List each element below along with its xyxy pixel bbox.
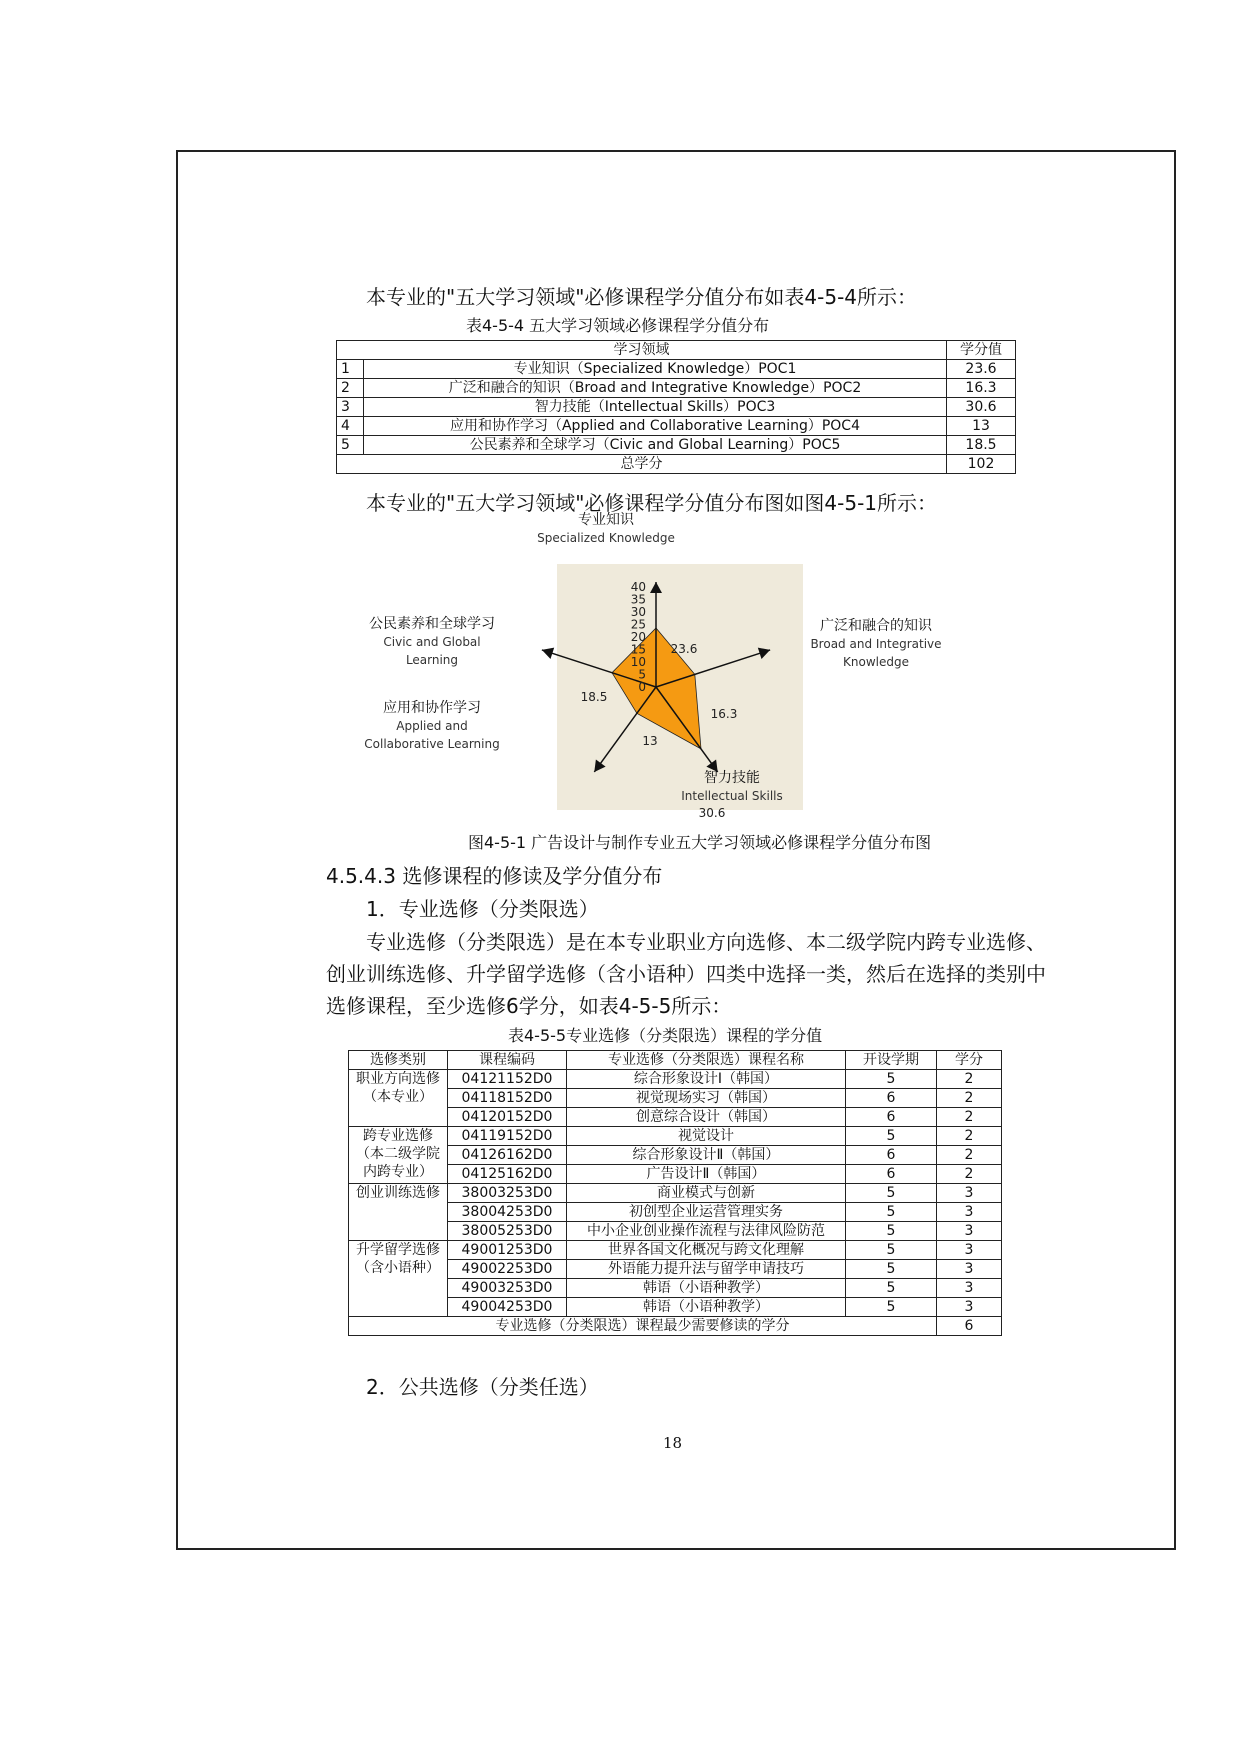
learning-domain: 公民素养和全球学习（Civic and Global Learning）POC5 — [364, 436, 947, 455]
table-credit-distribution — [336, 340, 1016, 474]
header-cell: 学分值 — [947, 341, 1016, 360]
course-term: 5 — [846, 1070, 937, 1089]
item-1-heading: 1．专业选修（分类限选） — [366, 897, 599, 921]
course-code: 49004253D0 — [448, 1298, 567, 1317]
category-cell: 跨专业选修（本二级学院内跨专业） — [349, 1127, 448, 1184]
course-term: 5 — [846, 1279, 937, 1298]
table-header-row — [337, 341, 1016, 360]
course-credit: 2 — [937, 1108, 1002, 1127]
table-row — [337, 398, 1016, 417]
table-footer-row — [349, 1317, 1002, 1336]
header-cell: 专业选修（分类限选）课程名称 — [567, 1051, 846, 1070]
course-name: 外语能力提升法与留学申请技巧 — [567, 1260, 846, 1279]
total-value: 102 — [947, 455, 1016, 474]
course-code: 04119152D0 — [448, 1127, 567, 1146]
footer-label: 专业选修（分类限选）课程最少需要修读的学分 — [349, 1317, 937, 1336]
tick-label: 25 — [630, 617, 646, 632]
learning-domain: 广泛和融合的知识（Broad and Integrative Knowledge）POC2 — [364, 379, 947, 398]
course-term: 5 — [846, 1184, 937, 1203]
axis-label-en: Knowledge — [843, 655, 909, 669]
course-term: 5 — [846, 1222, 937, 1241]
learning-domain: 专业知识（Specialized Knowledge）POC1 — [364, 360, 947, 379]
course-term: 6 — [846, 1146, 937, 1165]
tick-label: 10 — [630, 655, 646, 669]
course-credit: 2 — [937, 1146, 1002, 1165]
table-total-row — [337, 455, 1016, 474]
course-code: 04120152D0 — [448, 1108, 567, 1127]
data-label: 18.5 — [580, 690, 608, 704]
category-cell: 职业方向选修（本专业） — [349, 1070, 448, 1127]
category-cell: 创业训练选修 — [349, 1184, 448, 1241]
chart-caption: 图4-5-1 广告设计与制作专业五大学习领域必修课程学分值分布图 — [468, 833, 932, 852]
axis-label-zh: 广泛和融合的知识 — [820, 618, 932, 634]
table-row — [337, 436, 1016, 455]
course-name: 广告设计Ⅱ（韩国） — [567, 1165, 846, 1184]
axis-label-en: Broad and Integrative — [810, 637, 942, 651]
course-code: 49001253D0 — [448, 1241, 567, 1260]
radar-chart — [364, 512, 960, 822]
table-row — [337, 417, 1016, 436]
tick-label: 35 — [630, 592, 646, 607]
course-credit: 3 — [937, 1279, 1002, 1298]
course-credit: 2 — [937, 1070, 1002, 1089]
table-row — [349, 1241, 1002, 1260]
tick-label: 5 — [638, 667, 646, 682]
course-credit: 3 — [937, 1184, 1002, 1203]
axis-label-zh: 智力技能 — [704, 770, 760, 786]
course-code: 38004253D0 — [448, 1203, 567, 1222]
course-code: 38005253D0 — [448, 1222, 567, 1241]
row-number: 4 — [337, 417, 364, 436]
course-term: 5 — [846, 1298, 937, 1317]
course-name: 视觉现场实习（韩国） — [567, 1089, 846, 1108]
tick-label: 30 — [630, 605, 646, 619]
row-number: 3 — [337, 398, 364, 417]
axis-label-en: Learning — [405, 653, 459, 667]
learning-domain: 应用和协作学习（Applied and Collaborative Learning）POC4 — [364, 417, 947, 436]
course-term: 5 — [846, 1203, 937, 1222]
footer-value: 6 — [937, 1317, 1002, 1336]
total-label: 总学分 — [337, 455, 947, 474]
learning-domain: 智力技能（Intellectual Skills）POC3 — [364, 398, 947, 417]
row-number: 1 — [337, 360, 364, 379]
credit-value: 23.6 — [947, 360, 1016, 379]
table-elective-courses — [348, 1050, 1002, 1336]
tick-label: 20 — [630, 630, 646, 644]
data-label: 16.3 — [710, 707, 738, 721]
para-line-2: 创业训练选修、升学留学选修（含小语种）四类中选择一类，然后在选择的类别中 — [326, 962, 1046, 986]
course-name: 商业模式与创新 — [567, 1184, 846, 1203]
course-credit: 2 — [937, 1165, 1002, 1184]
credit-value: 18.5 — [947, 436, 1016, 455]
course-credit: 3 — [937, 1241, 1002, 1260]
course-code: 38003253D0 — [448, 1184, 567, 1203]
header-cell: 学习领域 — [337, 341, 947, 360]
course-term: 6 — [846, 1165, 937, 1184]
course-credit: 3 — [937, 1298, 1002, 1317]
course-name: 创意综合设计（韩国） — [567, 1108, 846, 1127]
header-cell: 选修类别 — [349, 1051, 448, 1070]
table2-caption: 表4-5-5专业选修（分类限选）课程的学分值 — [508, 1026, 823, 1045]
course-term: 6 — [846, 1108, 937, 1127]
category-cell: 升学留学选修（含小语种） — [349, 1241, 448, 1317]
course-code: 49002253D0 — [448, 1260, 567, 1279]
table-row — [349, 1127, 1002, 1146]
course-name: 中小企业创业操作流程与法律风险防范 — [567, 1222, 846, 1241]
data-label: 30.6 — [698, 806, 726, 820]
course-name: 综合形象设计Ⅱ（韩国） — [567, 1146, 846, 1165]
course-credit: 3 — [937, 1260, 1002, 1279]
para-line-1: 专业选修（分类限选）是在本专业职业方向选修、本二级学院内跨专业选修、 — [366, 930, 1046, 954]
row-number: 5 — [337, 436, 364, 455]
axis-label-zh: 公民素养和全球学习 — [369, 616, 495, 632]
course-code: 49003253D0 — [448, 1279, 567, 1298]
course-term: 5 — [846, 1260, 937, 1279]
course-name: 视觉设计 — [567, 1127, 846, 1146]
tick-label: 40 — [630, 580, 646, 594]
tick-label: 15 — [630, 642, 646, 657]
course-code: 04125162D0 — [448, 1165, 567, 1184]
axis-label-en: Applied and — [396, 719, 468, 733]
axis-label-zh: 应用和协作学习 — [383, 700, 481, 716]
axis-label-en: Civic and Global — [383, 635, 481, 649]
course-code: 04121152D0 — [448, 1070, 567, 1089]
course-credit: 2 — [937, 1089, 1002, 1108]
course-code: 04118152D0 — [448, 1089, 567, 1108]
course-term: 5 — [846, 1127, 937, 1146]
table1-caption: 表4-5-4 五大学习领域必修课程学分值分布 — [466, 316, 770, 335]
intro-paragraph-2: 本专业的"五大学习领域"必修课程学分值分布图如图4-5-1所示： — [366, 491, 938, 515]
data-label: 13 — [642, 734, 658, 748]
credit-value: 13 — [947, 417, 1016, 436]
course-credit: 3 — [937, 1203, 1002, 1222]
header-cell: 课程编码 — [448, 1051, 567, 1070]
table-row — [337, 379, 1016, 398]
data-label: 23.6 — [670, 642, 698, 656]
course-credit: 2 — [937, 1127, 1002, 1146]
course-name: 韩语（小语种教学） — [567, 1279, 846, 1298]
axis-label-en: Specialized Knowledge — [537, 531, 675, 545]
course-name: 初创型企业运营管理实务 — [567, 1203, 846, 1222]
axis-label-en: Collaborative Learning — [364, 737, 500, 751]
axis-label-zh: 专业知识 — [578, 512, 634, 528]
para-line-3: 选修课程，至少选修6学分，如表4-5-5所示： — [326, 994, 732, 1018]
header-cell: 学分 — [937, 1051, 1002, 1070]
course-term: 6 — [846, 1089, 937, 1108]
course-term: 5 — [846, 1241, 937, 1260]
row-number: 2 — [337, 379, 364, 398]
course-credit: 3 — [937, 1222, 1002, 1241]
section-heading: 4.5.4.3 选修课程的修读及学分值分布 — [326, 864, 663, 888]
axis-label-en: Intellectual Skills — [681, 789, 783, 803]
table-row — [337, 360, 1016, 379]
item-2-heading: 2．公共选修（分类任选） — [366, 1375, 599, 1399]
course-name: 世界各国文化概况与跨文化理解 — [567, 1241, 846, 1260]
intro-paragraph-1: 本专业的"五大学习领域"必修课程学分值分布如表4-5-4所示： — [366, 285, 918, 309]
page-number: 18 — [663, 1434, 683, 1452]
course-name: 韩语（小语种教学） — [567, 1298, 846, 1317]
credit-value: 30.6 — [947, 398, 1016, 417]
credit-value: 16.3 — [947, 379, 1016, 398]
header-cell: 开设学期 — [846, 1051, 937, 1070]
table-row — [349, 1070, 1002, 1089]
course-name: 综合形象设计Ⅰ（韩国） — [567, 1070, 846, 1089]
tick-label: 0 — [638, 680, 646, 694]
table-row — [349, 1184, 1002, 1203]
course-code: 04126162D0 — [448, 1146, 567, 1165]
table-header-row — [349, 1051, 1002, 1070]
